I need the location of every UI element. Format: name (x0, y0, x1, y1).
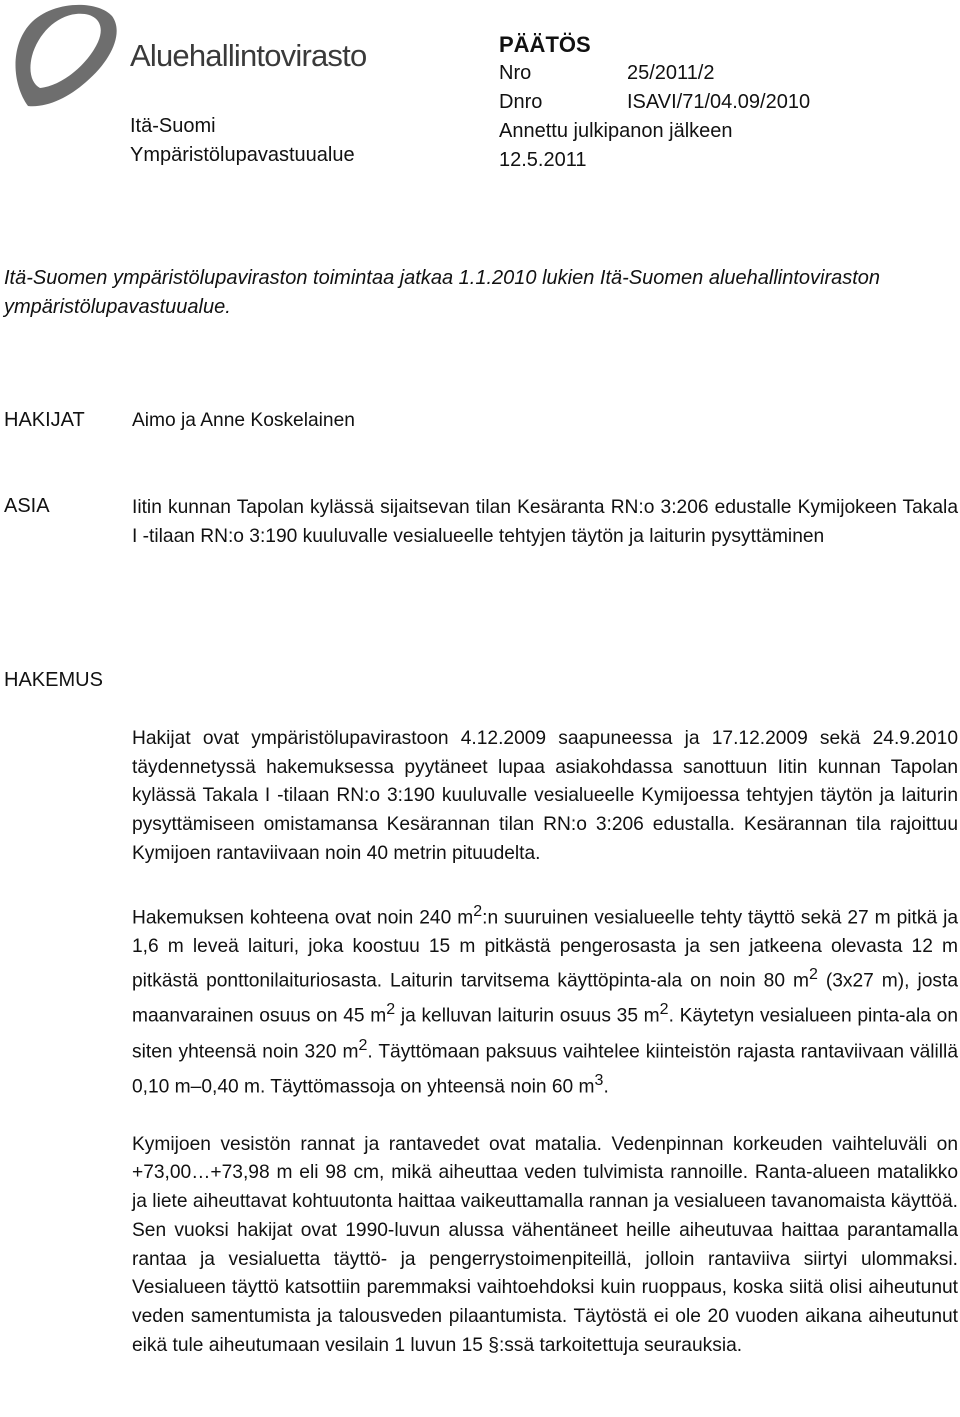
region-label: Itä-Suomi (130, 115, 216, 137)
agency-name: Aluehallintovirasto (130, 38, 367, 73)
dnro-value: ISAVI/71/04.09/2010 (627, 91, 811, 113)
decision-number-row (499, 59, 810, 88)
subject-value: Iitin kunnan Tapolan kylässä sijaitsevan tilan Kesäranta RN:o 3:206 edustalle Kymijokeen Takala I -tilaan RN:o 3:190 kuuluvalle vesialueelle tehtyjen täytön ja laiturin pysyttäminen (132, 497, 958, 547)
issued-date: 12.5.2011 (499, 149, 587, 171)
subject-label: ASIA (4, 495, 50, 517)
issued-label: Annettu julkipanon jälkeen (499, 120, 733, 142)
application-paragraph-2: Hakemuksen kohteena ovat noin 240 $m^2:n$ suuruinen vesialueelle tehty täyttö sekä 27 m pitkä ja 1,6 m leveä laituri, joka koostuu 15 m pitkästä pengerosasta ja sen jatkeena olevasta 12 m pitkästä ponttonilaituriosasta. Laiturin tarvitsema käyttöpinta-ala on noin 80 $m^2$ (3x27 m), josta maanvarainen osuus on 45 $m^2$ ja kelluvan laiturin osuus 35 $m^2$. Käytetyn vesialueen pinta-ala on siten yhteensä noin 320 $m^2$. Täyttömaan paksuus vaihtelee kiinteistön rajasta rantaviivaan välillä 0,10 m–0,40 m. Täyttömassoja on yhteensä noin 60 $m^3$. (132, 902, 959, 1097)
decision-block (499, 30, 810, 175)
application-text (132, 725, 958, 1360)
applicants-label: HAKIJAT (4, 409, 85, 431)
application-label: HAKEMUS (4, 669, 103, 691)
unit-block (130, 112, 355, 170)
applicants-value: Aimo ja Anne Koskelainen (132, 410, 355, 431)
dnro-label: Dnro (499, 91, 543, 113)
agency-logo-icon (6, 2, 126, 110)
intro-note: Itä-Suomen ympäristölupaviraston toimintaa jatkaa 1.1.2010 lukien Itä-Suomen aluehallintoviraston ympäristölupavastuualue. (4, 267, 881, 318)
unit-label: Ympäristölupavastuualue (130, 144, 355, 166)
application-paragraph-1: Hakijat ovat ympäristölupavirastoon 4.12.2009 saapuneessa ja 17.12.2009 sekä 24.9.2010 täydennetyssä hakemuksessa pyytäneet lupaa asiakohdassa sanottuun Iitin kunnan Tapolan kylässä Takala I -tilaan RN:o 3:190 kuuluvalle vesialueelle Kymijoessa tehtyjen täytön ja laiturin pysyttämiseen omistamansa Kesärannan tilan RN:o 3:206 edustalla. Kesärannan tila rajoittuu Kymijoen rantaviivaan noin 40 metrin pituudelta. (132, 728, 958, 864)
nro-label: Nro (499, 62, 532, 84)
application-paragraph-3: Kymijoen vesistön rannat ja rantavedet ovat matalia. Vedenpinnan korkeuden vaihteluväli on +73,00…+73,98 m eli 98 cm, mikä aiheuttaa veden tulvimista rannoille. Ranta-alueen matalikko ja liete aiheuttavat kohtuutonta haittaa vaikeuttamalla rannan ja vesialueen tavanomaista käyttöä. Sen vuoksi hakijat ovat 1990-luvun alussa vähentäneet heille aiheutuvaa haittaa parantamalla rantaa ja vesialuetta täyttö- ja pengerrystoimenpiteillä, jolloin rantaviiva siirtyi ulommaksi. Vesialueen täyttö katsottiin paremmaksi vaihtoehdoksi kuin ruoppaus, koska siitä olisi aiheutunut veden samentumista ja talousveden pilaantumista. Täytöstä ei ole 20 vuoden aikana aiheutunut eikä tule aiheutumaan vesilain 1 luvun 15 §:ssä tarkoitettuja seurauksia. (132, 1133, 958, 1356)
nro-value: 25/2011/2 (627, 62, 715, 84)
dnro-row (499, 88, 810, 117)
decision-title: PÄÄTÖS (499, 32, 591, 57)
